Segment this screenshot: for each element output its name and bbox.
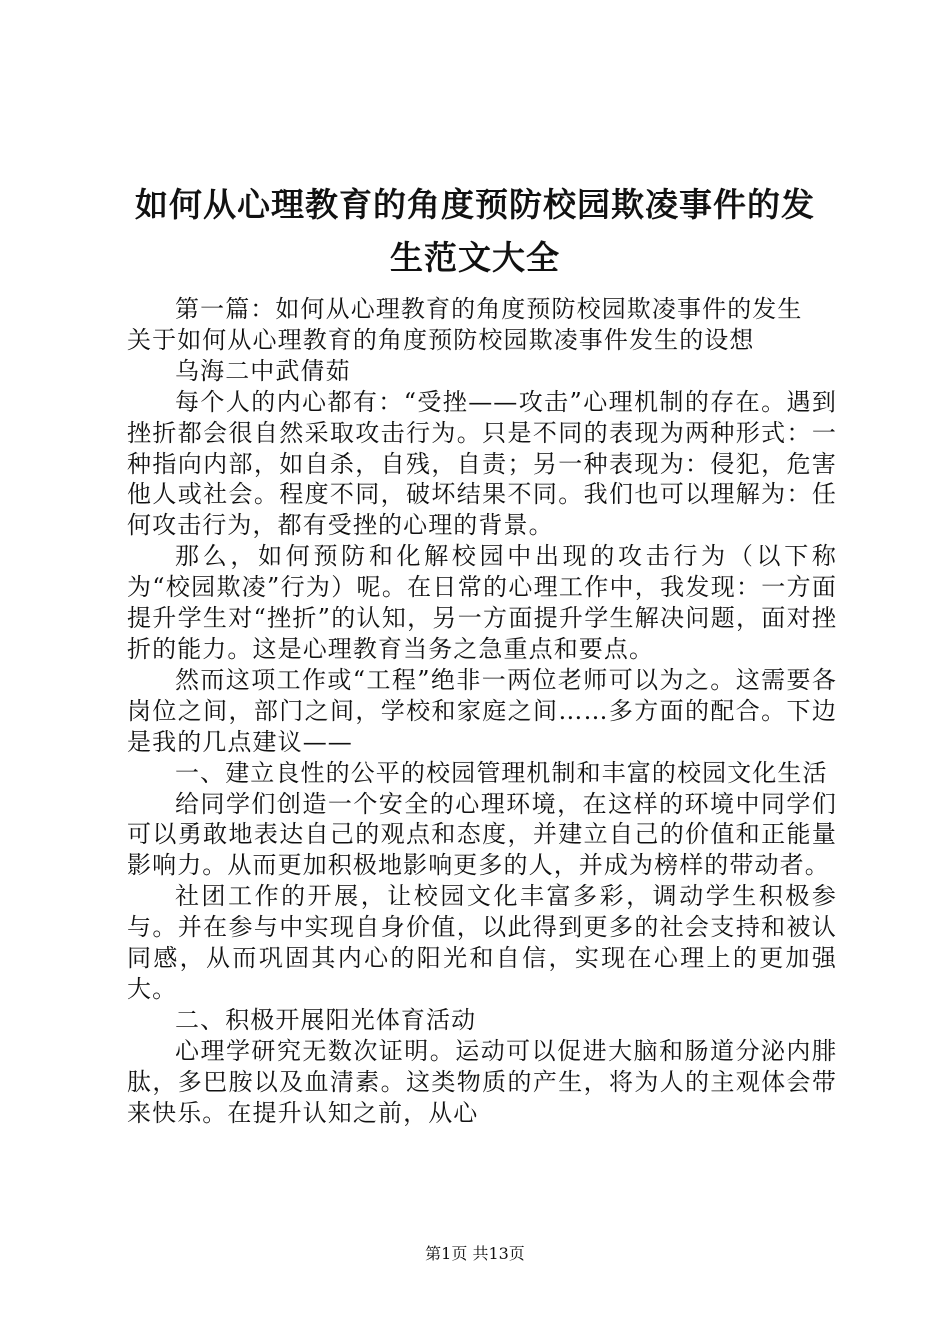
page-footer: 第1页 共13页 [425, 1244, 525, 1263]
title-line-2: 生范文大全 [390, 238, 560, 277]
paragraph: 然而这项工作或“工程”绝非一两位老师可以为之。这需要各岗位之间，部门之间，学校和家庭之间……多方面的配合。下边是我的几点建议—— [127, 665, 837, 756]
paragraph-author: 乌海二中武倩茹 [175, 356, 351, 385]
section-heading: 二、积极开展阳光体育活动 [175, 1005, 477, 1034]
paragraph-subtitle: 关于如何从心理教育的角度预防校园欺凌事件发生的设想 [127, 325, 755, 354]
paragraph-article-heading: 第一篇：如何从心理教育的角度预防校园欺凌事件的发生 [175, 295, 803, 323]
paragraph: 给同学们创造一个安全的心理环境，在这样的环境中同学们可以勇敢地表达自己的观点和态度，并建立自己的价值和正能量影响力。从而更加积极地影响更多的人，并成为榜样的带动者。 [127, 789, 837, 880]
title-line-1: 如何从心理教育的角度预防校园欺凌事件的发 [135, 185, 815, 224]
document-body [127, 294, 837, 1128]
paragraph: 社团工作的开展，让校园文化丰富多彩，调动学生积极参与。并在参与中实现自身价值，以此得到更多的社会支持和被认同感，从而巩固其内心的阳光和自信，实现在心理上的更加强大。 [127, 882, 837, 1003]
document-title [110, 178, 840, 284]
paragraph: 那么，如何预防和化解校园中出现的攻击行为（以下称为“校园欺凌”行为）呢。在日常的心理工作中，我发现：一方面提升学生对“挫折”的认知，另一方面提升学生解决问题，面对挫折的能力。这是心理教育当务之急重点和要点。 [127, 542, 837, 663]
paragraph: 心理学研究无数次证明。运动可以促进大脑和肠道分泌内腓肽，多巴胺以及血清素。这类物质的产生，将为人的主观体会带来快乐。在提升认知之前，从心 [127, 1036, 837, 1127]
section-heading: 一、建立良性的公平的校园管理机制和丰富的校园文化生活 [175, 758, 828, 787]
paragraph: 每个人的内心都有：“受挫——攻击”心理机制的存在。遇到挫折都会很自然采取攻击行为。只是不同的表现为两种形式：一种指向内部，如自杀，自残，自责；另一种表现为：侵犯，危害他人或社会。程度不同，破坏结果不同。我们也可以理解为：任何攻击行为，都有受挫的心理的背景。 [127, 387, 837, 540]
